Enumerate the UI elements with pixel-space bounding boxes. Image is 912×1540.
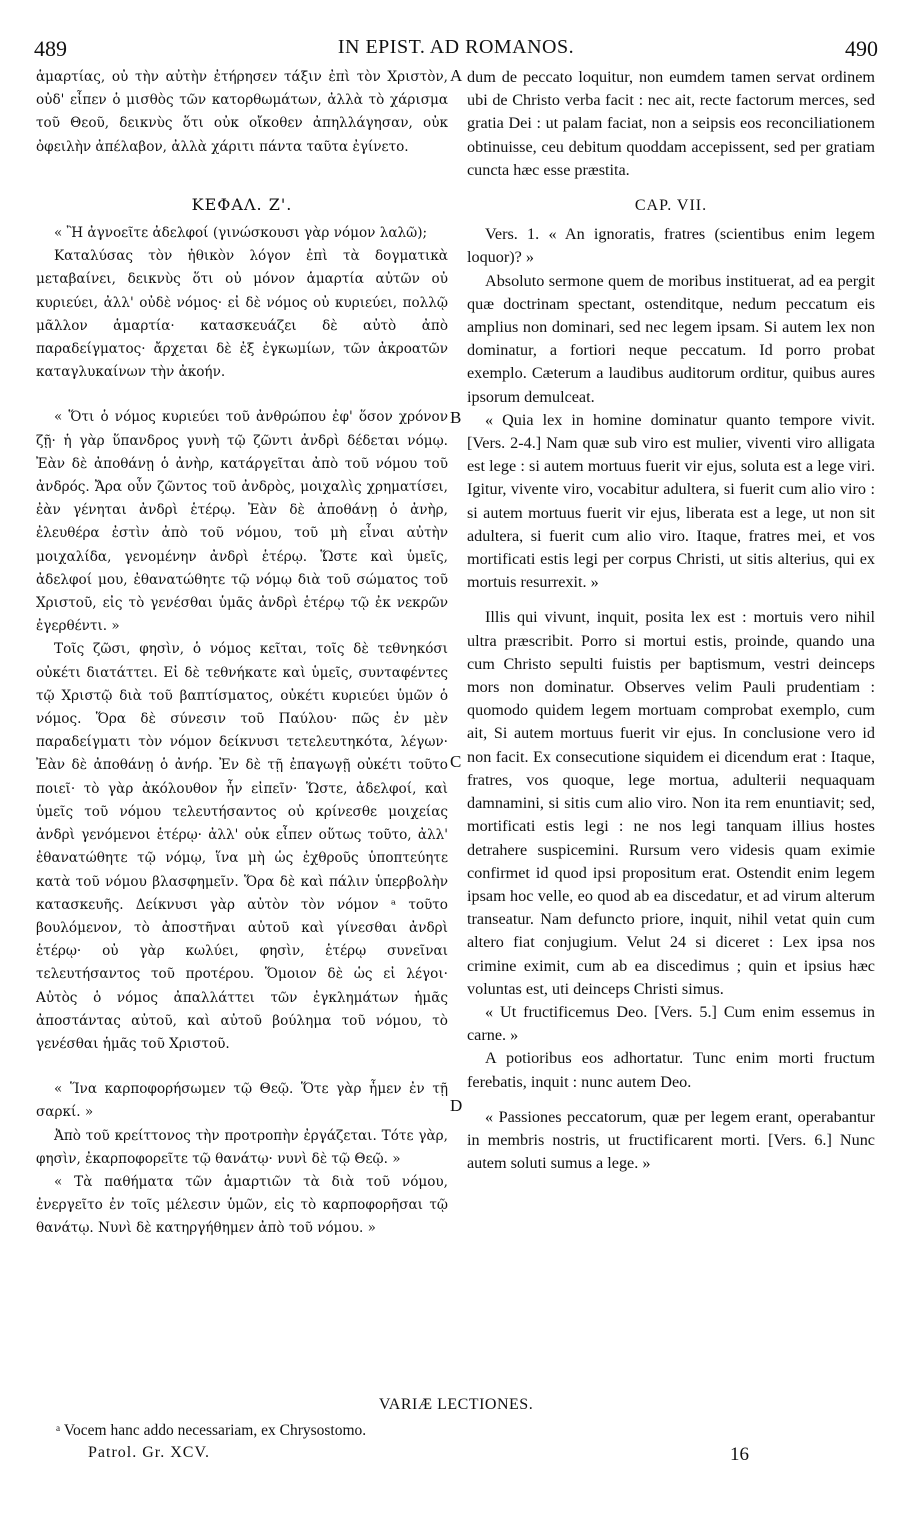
latin-verse: « Passiones peccatorum, quæ per legem erant, operabantur in membris nostris, ut fructificarent morti. [Vers. 6.] Nunc autem soluti sumus a lege. » — [467, 1107, 875, 1173]
greek-verse: « Ὅτι ὁ νόμος κυριεύει τοῦ ἀνθρώπου ἐφ' ὅσον χρόνον ζῇ· ἡ γὰρ ὕπανδρος γυνὴ τῷ ζῶντι ἀνδρὶ δέδεται νόμῳ. Ἐὰν δὲ ἀποθάνῃ ὁ ἀνὴρ, κατάργεῖται ἀπὸ τοῦ νόμου τοῦ ἀνδρός. Ἄρα οὖν ζῶντος τοῦ ἀνδρὸς, μοιχαλὶς χρηματίσει, ἐὰν γένηται ἀνδρὶ ἑτέρῳ. Ἐὰν δὲ ἀποθάνῃ ὁ ἀνὴρ, ἐλευθέρα ἐστὶν ἀπὸ τοῦ νόμου, τοῦ μὴ εἶναι αὐτὴν μοιχαλίδα, γενομένην ἀνδρὶ ἑτέρῳ. Ὥστε καὶ ὑμεῖς, ἀδελφοί μου, ἐθανατώθητε τῷ νόμῳ διὰ τοῦ σώματος τοῦ Χριστοῦ, εἰς τὸ γενέσθαι ὑμᾶς ἀνδρὶ ἑτέρῳ τῷ ἐκ νεκρῶν ἐγερθέντι. » — [36, 409, 448, 635]
margin-letter-b: B — [450, 408, 462, 427]
page-number-right: 490 — [845, 36, 878, 61]
latin-verse: Vers. 1. « An ignoratis, fratres (scientibus enim legem loquor)? » — [467, 225, 875, 267]
greek-verse: « Τὰ παθήματα τῶν ἁμαρτιῶν τὰ διὰ τοῦ νόμου, ἐνεργεῖτο ἐν τοῖς μέλεσιν ὑμῶν, εἰς τὸ καρποφορῆσαι τῷ θανάτῳ. Νυνὶ δὲ κατηργήθημεν ἀπὸ τοῦ νόμου. » — [36, 1173, 448, 1237]
greek-paragraph: Τοῖς ζῶσι, φησὶν, ὁ νόμος κεῖται, τοῖς δὲ τεθνηκόσι οὐκέτι διατάττει. Εἰ δὲ τεθνήκατε καὶ ὑμεῖς, συνταφέντες τῷ Χριστῷ διὰ τοῦ βαπτίσματος, οὐκέτι κυριεύει ὑμῶν ὁ νόμος. Ὅρα δὲ σύνεσιν τοῦ Παύλου· πῶς ἐν μὲν παραδείγματι τὸν νόμον δείκνυσι τετελευτηκότα, λέγων· Ἐὰν δὲ ἀποθάνῃ ὁ ἀνήρ. Ἐν δὲ τῇ ἐπαγωγῇ οὐκέτι τοῦτο ποιεῖ· τὸ γὰρ ἀκόλουθον ἦν εἰπεῖν· Ὥστε, ἀδελφοί, καὶ ὑμεῖς τοῦ νόμου τελευτήσαντος οὐ κρίνεσθε μοιχείας ἀνδρὶ γενόμενοι ἑτέρῳ· ἀλλ' οὐκ εἶπεν οὕτως τοῦτο, ἀλλ' ἐθανατώθητε τῷ νόμῳ, ἵνα μὴ ὡς ἐχθροῦς ὑποπτεύητε κατὰ τοῦ νόμου βλασφημεῖν. Ὅρα δὲ καὶ πάλιν ὑπερβολὴν κατασκευῆς. Δείκνυσι γὰρ αὐτὸν τὸν νόμον ᵃ τοῦτο βουλόμενον, τὸ ἀποστῆναι αὐτοῦ καὶ γίνεσθαι ἀνδρὶ ἑτέρῳ· οὐ γὰρ κωλύει, φησὶν, ἑτέρῳ συνεῖναι τελευτήσαντος τοῦ προτέρου. Ὅμοιον δὲ ὡς εἰ λέγοι· Αὐτὸς ὁ νόμος ἀπαλλάττει τῶν ἐγκλημάτων ἡμᾶς ἀποστάντας αὐτοῦ, καὶ αὐτοῦ βούλημα τοῦ νόμου, τὸ γενέσθαι ἡμᾶς τοῦ Χριστοῦ. — [36, 641, 448, 1052]
page-number-left: 489 — [34, 36, 67, 61]
margin-letter-d: D — [450, 1096, 463, 1115]
footnote: ᵃ Vocem hanc addo necessariam, ex Chrysostomo. — [56, 1422, 367, 1439]
greek-paragraph: ἁμαρτίας, οὐ τὴν αὐτὴν ἐτήρησεν τάξιν ἐπὶ τὸν Χριστὸν, οὐδ' εἶπεν ὁ μισθὸς τῶν κατορθωμάτων, ἀλλὰ τὸ χάρισμα τοῦ Θεοῦ, δεικνὺς ὅτι οὐκ οἴκοθεν ἀπηλλάγησαν, οὐκ ὀφειλὴν ἀπέλαβον, ἀλλὰ χάριτι πάντα ταῦτα ἐγίνετο. — [36, 69, 448, 155]
latin-paragraph: Illis qui vivunt, inquit, posita lex est : mortuis vero nihil ultra præscribit. Porro si mortui estis, proinde, quando una cum Christo sepulti fuistis per baptismum, vestri deinceps mors non dominatur. Observes velim Pauli prudentiam : quomodo quidem legem mortuam comprobat exemplo, cum ait, Si autem mortuus fuerit vir ejus. In conclusione vero id non facit. Ex consecutione siquidem ei dicendum erat : Itaque, fratres, vos quoque, lege mortua, adulterii nequaquam damnamini, si sitis cum alio viro. Non ita rem enuntiavit; sed, mortificati estis legi : ne nos legi tanquam illius hostes detrahere suspicemini. Rursum vero videsis quam eximie confirmet id quod ipsi propositum erat. Ostendit enim legem ipsam hoc velle, eo quod ab ea discedatur, et ad virum alterum transeatur. Nam defuncto priore, inquit, nihil vetat quin cum altero fiat conjugium. Velut 24 si diceret : Lex ipsa nos crimine eximit, cum ab ea discedimus ; quin et ipsius hæc voluntas est, uti deinceps Christi simus. — [467, 608, 875, 998]
latin-paragraph: dum de peccato loquitur, non eumdem tamen servat ordinem ubi de Christo verba facit : nec ait, recte factorum merces, sed gratia Dei : ut palam faciat, non a seipsis eos reconciliationem obtinuisse, ceu debitum quoddam accepissent, sed per gratiam cuncta hæc esse præstita. — [467, 68, 875, 179]
latin-column — [467, 66, 875, 1175]
running-title: IN EPIST. AD ROMANOS. — [337, 36, 575, 58]
margin-letter-a: A — [450, 66, 463, 85]
latin-verse: « Quia lex in homine dominatur quanto tempore vivit. [Vers. 2-4.] Nam quæ sub viro est mulier, viventi viro alligata est lege : si autem mortuus fuerit vir ejus, soluta est a lege viri. Igitur, vivente viro, vocabitur adultera, si fuerit cum alio viro : si autem mortuus fuerit vir ejus, liberata est a lege, ut non sit adultera, si fuerit cum alio viro. Itaque, fratres mei, et vos mortificati estis legi per corpus Christi, ut sitis alterius, qui ex mortuis resurrexit. » — [467, 410, 875, 592]
latin-verse: « Ut fructificemus Deo. [Vers. 5.] Cum enim essemus in carne. » — [467, 1002, 875, 1045]
greek-chapter-heading: ΚΕΦΑΛ. Ζ'. — [191, 194, 293, 214]
footer-signature: 16 — [730, 1444, 749, 1465]
running-header — [34, 36, 878, 62]
latin-chapter-heading: CAP. VII. — [634, 197, 708, 215]
footer-series: Patrol. Gr. XCV. — [88, 1444, 210, 1461]
margin-letter-c: C — [450, 752, 462, 771]
greek-column — [36, 66, 448, 1241]
greek-verse: « Ἵνα καρποφορήσωμεν τῷ Θεῷ. Ὅτε γὰρ ἦμεν ἐν τῇ σαρκί. » — [36, 1081, 448, 1121]
latin-paragraph: A potioribus eos adhortatur. Tunc enim morti fructum ferebatis, inquit : nunc autem Deo. — [467, 1049, 875, 1091]
variae-lectiones-heading: VARIÆ LECTIONES. — [378, 1396, 534, 1413]
greek-verse: « Ἢ ἀγνοεῖτε ἀδελφοί (γινώσκουσι γὰρ νόμον λαλῶ); — [54, 225, 428, 242]
greek-paragraph: Καταλύσας τὸν ἠθικὸν λόγον ἐπὶ τὰ δογματικὰ μεταβαίνει, δεικνὺς ὅτι οὐ μόνον ἁμαρτία αὐτῶν οὐ κυριεύει, ἀλλ' οὐδὲ νόμος· εἰ δὲ νόμος οὐ κυριεύει, πολλῷ μᾶλλον ἁμαρτία· κατασκευάζει δὲ αὐτὸ ἀπὸ παραδείγματος· ἄρχεται δὲ ἐξ ἐγκωμίων, τῶν ἀκροατῶν καταγλυκαίνων τὴν ἀκοήν. — [36, 248, 448, 381]
greek-paragraph: Ἀπὸ τοῦ κρείττονος τὴν προτροπὴν ἐργάζεται. Τότε γὰρ, φησὶν, ἐκαρποφορεῖτε τῷ θανάτῳ· νυνὶ δὲ τῷ Θεῷ. » — [36, 1127, 448, 1167]
latin-paragraph: Absoluto sermone quem de moribus instituerat, ad ea pergit quæ doctrinam spectant, ostenditque, nedum peccatum eis amplius non dominari, sed nec legem ipsam. Si autem lex non dominatur, a fortiori neque peccatum. Id porro probat exemplo. Cæterum a laudibus auditorum orditur, quibus aures ipsorum demulceat. — [467, 271, 875, 406]
